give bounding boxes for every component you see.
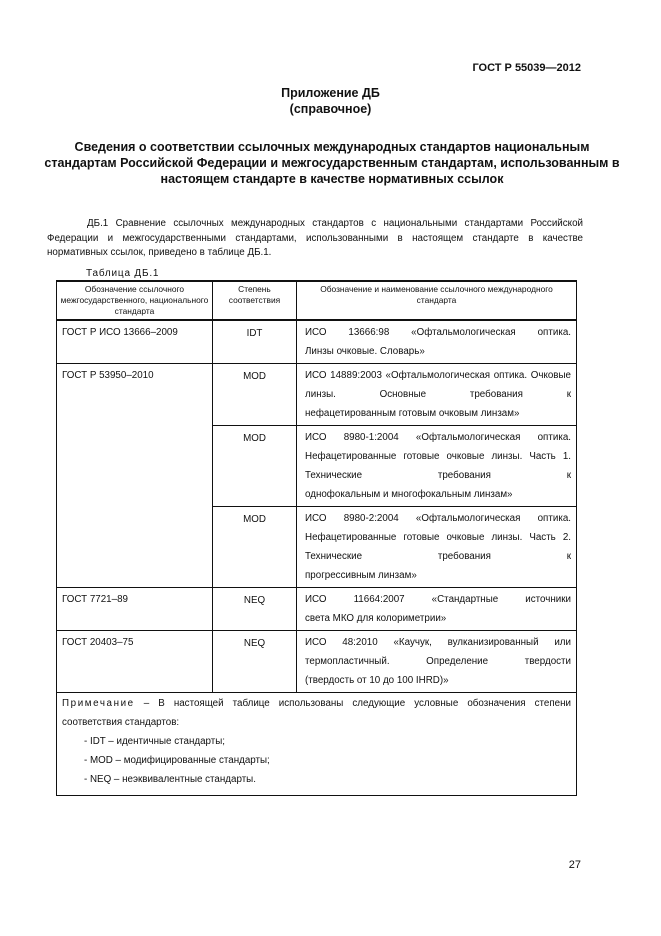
table-row xyxy=(57,588,577,631)
table-note xyxy=(57,693,577,796)
note-intro xyxy=(62,694,571,732)
note-text: – В настоящей таблице использованы следующие условные обозначения степени соответствия стандартов: xyxy=(62,698,571,728)
desc-last-line: нефацетированным готовым очковым линзам» xyxy=(305,408,520,419)
degree-cell: MOD xyxy=(213,426,297,507)
desc-text: ИСО 13666:98 «Офтальмологическая оптика. xyxy=(305,327,571,338)
international-standard-cell xyxy=(297,631,577,693)
desc-text: ИСО 8980-1:2004 «Офтальмологическая оптика. Нефацетированные готовые очковые линзы. Часть 1. Технические требования к xyxy=(305,432,571,481)
national-standard-cell: ГОСТ Р ИСО 13666–2009 xyxy=(57,320,213,364)
degree-cell: NEQ xyxy=(213,631,297,693)
appendix-heading xyxy=(0,85,661,117)
section-title: Сведения о соответствии ссылочных международных стандартов национальным стандартам Российской Федерации и межгосударственным стандартам, использованным в настоящем стандарте в качестве нормативных ссылок xyxy=(44,140,620,186)
desc-last-line: однофокальным и многофокальным линзам» xyxy=(305,489,513,500)
degree-cell: NEQ xyxy=(213,588,297,631)
desc-text: ИСО 8980-2:2004 «Офтальмологическая оптика. Нефацетированные готовые очковые линзы. Часть 2. Технические требования к xyxy=(305,513,571,562)
desc-last-line: света МКО для колориметрии» xyxy=(305,613,447,624)
document-code: ГОСТ Р 55039—2012 xyxy=(472,62,581,74)
international-standard-cell xyxy=(297,507,577,588)
note-item: - MOD – модифицированные стандарты; xyxy=(84,755,270,766)
correspondence-table xyxy=(56,280,577,796)
intro-paragraph: ДБ.1 Сравнение ссылочных международных стандартов с национальными стандартами Российской Федерации и межгосударственными стандартами, использованными в настоящем стандарте в качестве нормативных ссылок, приведено в таблице ДБ.1. xyxy=(47,218,583,258)
table-note-row xyxy=(57,693,577,796)
national-standard-cell: ГОСТ Р 53950–2010 xyxy=(57,364,213,588)
page-number: 27 xyxy=(568,859,581,871)
table-row xyxy=(57,631,577,693)
international-standard-cell xyxy=(297,320,577,364)
desc-last-line: прогрессивным линзам» xyxy=(305,570,417,581)
table-row xyxy=(57,364,577,426)
international-standard-cell xyxy=(297,588,577,631)
desc-text: ИСО 48:2010 «Каучук, вулканизированный или термопластичный. Определение твердости xyxy=(305,637,571,667)
appendix-title: Приложение ДБ xyxy=(281,86,380,100)
desc-last-line: (твердость от 10 до 100 IHRD)» xyxy=(305,675,449,686)
national-standard-cell: ГОСТ 20403–75 xyxy=(57,631,213,693)
header-national-standard: Обозначение ссылочного межгосударственного, национального стандарта xyxy=(57,281,213,320)
appendix-subtitle: (справочное) xyxy=(289,102,372,116)
international-standard-cell xyxy=(297,364,577,426)
header-international-standard: Обозначение и наименование ссылочного международного стандарта xyxy=(297,281,577,320)
degree-cell: MOD xyxy=(213,364,297,426)
degree-cell: MOD xyxy=(213,507,297,588)
note-title: Примечание xyxy=(62,698,135,709)
table-caption: Таблица ДБ.1 xyxy=(86,268,160,279)
note-item: - IDT – идентичные стандарты; xyxy=(84,736,225,747)
international-standard-cell xyxy=(297,426,577,507)
desc-text: ИСО 11664:2007 «Стандартные источники xyxy=(305,594,571,605)
desc-text: ИСО 14889:2003 «Офтальмологическая оптика. Очковые линзы. Основные требования к xyxy=(305,370,571,400)
note-item: - NEQ – неэквивалентные стандарты. xyxy=(84,774,256,785)
national-standard-cell: ГОСТ 7721–89 xyxy=(57,588,213,631)
table-row xyxy=(57,320,577,364)
table-header-row xyxy=(57,281,577,320)
desc-last-line: Линзы очковые. Словарь» xyxy=(305,346,425,357)
degree-cell: IDT xyxy=(213,320,297,364)
header-degree: Степень соответствия xyxy=(213,281,297,320)
